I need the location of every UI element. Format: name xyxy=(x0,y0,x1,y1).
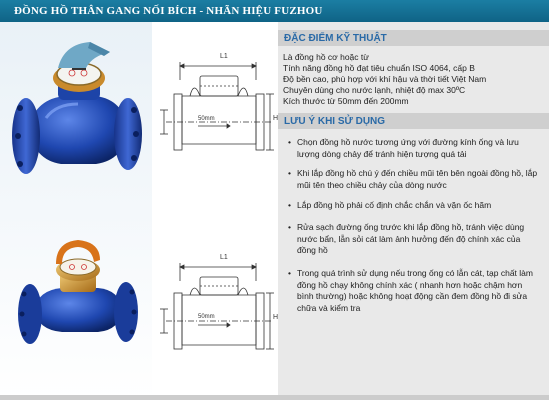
usage-item-text: Rửa sạch đường ống trước khi lắp đồng hồ, tránh việc dùng nước bẩn, lẫn sỏi cát làm ảnh hưởng đến độ chính xác của đồng hồ xyxy=(297,222,525,255)
dimension-diagram-top xyxy=(152,40,278,180)
bullet-dot-icon: • xyxy=(288,168,291,178)
footer-rule xyxy=(0,395,549,400)
usage-item-text: Chọn đồng hồ nước tương ứng với đường kính ống và lưu lượng dòng chảy để tránh hiện tượng quá tải xyxy=(297,137,519,159)
bullet-dot-icon: • xyxy=(288,268,291,278)
title-bar xyxy=(0,0,549,22)
bullet-dot-icon: • xyxy=(288,200,291,210)
bullet-dot-icon: • xyxy=(288,137,291,147)
diagram-bottom-h-label: H xyxy=(273,314,279,321)
specs-heading-bar xyxy=(278,30,549,46)
diagram-top-l1-label: L1 xyxy=(220,53,228,60)
page-title: ĐỒNG HỒ THÂN GANG NỐI BÍCH - NHÃN HIỆU FUZHOU xyxy=(14,5,323,17)
usage-item xyxy=(288,222,540,257)
usage-item xyxy=(288,137,540,160)
meter-photo-small xyxy=(6,232,148,357)
meter-photo-large xyxy=(6,38,148,198)
specs-heading: ĐẶC ĐIỂM KỸ THUẬT xyxy=(284,33,387,44)
usage-item xyxy=(288,200,540,212)
diagram-bottom-l1-label: L1 xyxy=(220,254,228,261)
usage-item xyxy=(288,168,540,191)
usage-heading: LƯU Ý KHI SỬ DỤNG xyxy=(284,116,386,127)
spec-line: Kích thước từ 50mm đến 200mm xyxy=(283,96,409,106)
usage-item xyxy=(288,268,540,314)
usage-item-text: Trong quá trình sử dụng nếu trong ống có lẫn cát, tạp chất làm đồng hồ chạy không chính xác ( nhanh hơn hoặc chậm hơn bình thường) hoặc không hoạt động cần đem đồng hồ đi sửa chữa và kiểm tra xyxy=(297,268,533,313)
usage-item-text: Lắp đồng hồ phải cố định chắc chắn và vặn ốc hãm xyxy=(297,200,492,210)
diagram-top-dn-label: 50mm xyxy=(198,116,215,122)
spec-line: Là đồng hồ cơ hoặc từ xyxy=(283,52,369,62)
spec-line: Tính năng đồng hồ đạt tiêu chuẩn ISO 4064, cấp B xyxy=(283,63,475,73)
diagram-bottom-dn-label: 50mm xyxy=(198,314,215,320)
bullet-dot-icon: • xyxy=(288,222,291,232)
usage-heading-bar xyxy=(278,113,549,129)
usage-item-text: Khi lắp đồng hồ chú ý đến chiều mũi tên bên ngoài đồng hồ, lắp mũi tên theo chiều chảy của dòng nước xyxy=(297,168,538,190)
spec-line: Độ bền cao, phù hợp với khí hậu và thời tiết Việt Nam xyxy=(283,74,487,84)
spec-line: Chuyên dùng cho nước lạnh, nhiệt độ max 30ºC xyxy=(283,85,466,95)
diagram-top-h-label: H xyxy=(273,115,279,122)
dimension-diagram-bottom xyxy=(152,245,278,375)
